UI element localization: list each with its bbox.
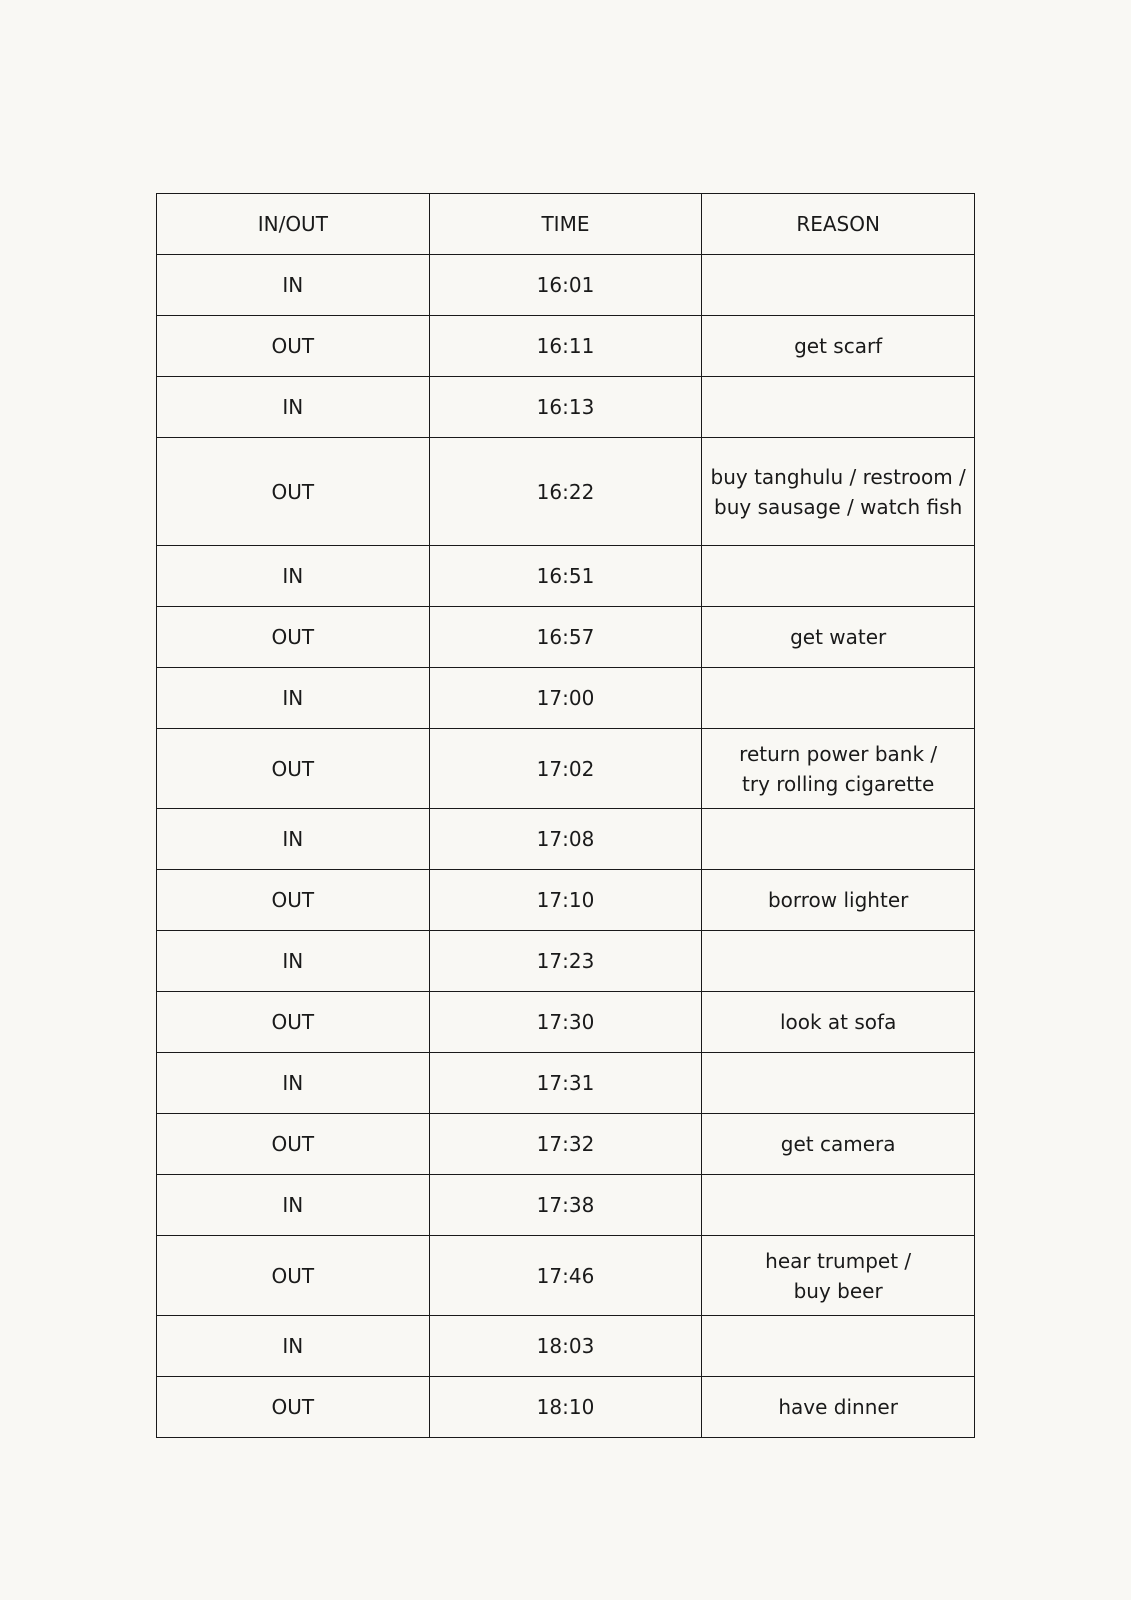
cell-in-out: IN <box>157 546 430 607</box>
cell-time: 17:30 <box>429 992 702 1053</box>
cell-reason <box>702 809 975 870</box>
cell-in-out: OUT <box>157 607 430 668</box>
table-row <box>157 546 975 607</box>
cell-time: 16:01 <box>429 255 702 316</box>
cell-time: 18:10 <box>429 1377 702 1438</box>
cell-time: 17:23 <box>429 931 702 992</box>
cell-time: 16:13 <box>429 377 702 438</box>
cell-reason <box>702 931 975 992</box>
cell-time: 16:22 <box>429 438 702 546</box>
table-row <box>157 1114 975 1175</box>
table-row <box>157 870 975 931</box>
column-header-reason: REASON <box>702 194 975 255</box>
cell-in-out: OUT <box>157 438 430 546</box>
table-row <box>157 377 975 438</box>
table-row <box>157 1236 975 1316</box>
cell-in-out: OUT <box>157 1236 430 1316</box>
cell-in-out: IN <box>157 931 430 992</box>
cell-in-out: IN <box>157 668 430 729</box>
table-row <box>157 438 975 546</box>
cell-reason <box>702 1316 975 1377</box>
column-header-time: TIME <box>429 194 702 255</box>
cell-time: 17:02 <box>429 729 702 809</box>
cell-time: 17:08 <box>429 809 702 870</box>
table-row <box>157 992 975 1053</box>
cell-time: 17:46 <box>429 1236 702 1316</box>
cell-reason <box>702 668 975 729</box>
column-header-in-out: IN/OUT <box>157 194 430 255</box>
cell-reason <box>702 1053 975 1114</box>
cell-in-out: IN <box>157 377 430 438</box>
table-row <box>157 1377 975 1438</box>
cell-time: 17:10 <box>429 870 702 931</box>
cell-reason: hear trumpet / buy beer <box>702 1236 975 1316</box>
cell-time: 17:38 <box>429 1175 702 1236</box>
cell-reason <box>702 1175 975 1236</box>
table-row <box>157 255 975 316</box>
cell-reason: get water <box>702 607 975 668</box>
cell-in-out: OUT <box>157 1114 430 1175</box>
table-row <box>157 729 975 809</box>
cell-reason: buy tanghulu / restroom / buy sausage / watch fish <box>702 438 975 546</box>
cell-reason <box>702 546 975 607</box>
cell-reason: return power bank / try rolling cigarette <box>702 729 975 809</box>
in-out-log-table <box>156 193 975 1438</box>
cell-in-out: OUT <box>157 729 430 809</box>
table-row <box>157 668 975 729</box>
cell-time: 16:11 <box>429 316 702 377</box>
cell-time: 17:00 <box>429 668 702 729</box>
table-row <box>157 1316 975 1377</box>
cell-time: 17:31 <box>429 1053 702 1114</box>
table-row <box>157 1053 975 1114</box>
table-row <box>157 931 975 992</box>
table-row <box>157 316 975 377</box>
cell-in-out: OUT <box>157 1377 430 1438</box>
cell-reason: get scarf <box>702 316 975 377</box>
cell-reason <box>702 377 975 438</box>
cell-time: 17:32 <box>429 1114 702 1175</box>
cell-reason: look at sofa <box>702 992 975 1053</box>
cell-reason: have dinner <box>702 1377 975 1438</box>
cell-in-out: IN <box>157 255 430 316</box>
cell-in-out: IN <box>157 1316 430 1377</box>
table-row <box>157 809 975 870</box>
cell-in-out: IN <box>157 1053 430 1114</box>
table-row <box>157 1175 975 1236</box>
cell-time: 16:57 <box>429 607 702 668</box>
cell-time: 16:51 <box>429 546 702 607</box>
table-row <box>157 607 975 668</box>
cell-in-out: OUT <box>157 870 430 931</box>
table-header-row <box>157 194 975 255</box>
cell-reason <box>702 255 975 316</box>
cell-in-out: OUT <box>157 316 430 377</box>
cell-reason: get camera <box>702 1114 975 1175</box>
cell-reason: borrow lighter <box>702 870 975 931</box>
cell-in-out: IN <box>157 809 430 870</box>
cell-in-out: IN <box>157 1175 430 1236</box>
cell-time: 18:03 <box>429 1316 702 1377</box>
cell-in-out: OUT <box>157 992 430 1053</box>
